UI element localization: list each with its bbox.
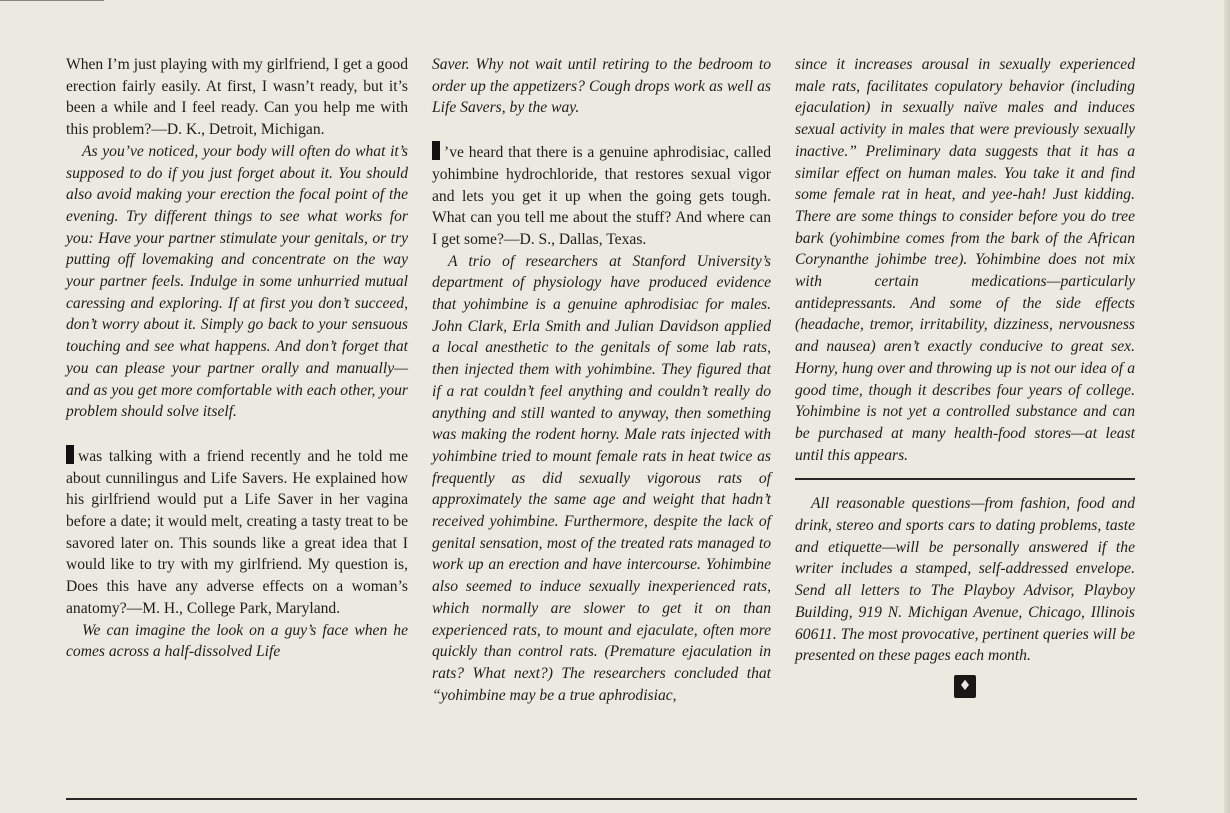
dropcap-block (66, 445, 74, 464)
question-paragraph (432, 141, 771, 251)
section-gap (66, 423, 408, 445)
answer-paragraph: We can imagine the look on a guy’s face when he comes across a half-dissolved Life (66, 621, 408, 661)
question-text: ’ve heard that there is a genuine aphrodisiac, called yohimbine hydrochloride, that restores sexual vigor and lets you get it up when the going gets tough. What can you tell me about the stuff? And where can I get some?—D. S., Dallas, Texas. (432, 144, 771, 248)
playboy-bunny-icon: ♦ (954, 675, 976, 698)
question-text: was talking with a friend recently and he told me about cunnilingus and Life Savers. He explained how his girlfriend would put a Life Saver in her vagina before a date; it would melt, creating a tasty treat to be savored later on. This sounds like a great idea that I would like to try with my girlfriend. My question is, Does this have any adverse effects on a woman’s anatomy?—M. H., College Park, Maryland. (66, 447, 408, 617)
question-paragraph: When I’m just playing with my girlfriend, I get a good erection fairly easily. At first, I wasn’t ready, but it’s been a while and I feel ready. Can you help me with this problem?—D. K., Detroit, Michigan. (66, 56, 408, 139)
advisor-closing-note: All reasonable questions—from fashion, food and drink, stereo and sports cars to dating problems, taste and etiquette—will be personally answered if the writer includes a stamped, self-addressed envelope. Send all letters to The Playboy Advisor, Playboy Building, 919 N. Michigan Avenue, Chicago, Illinois 60611. The most provocative, pertinent queries will be presented on these pages each month. (795, 495, 1135, 665)
column-2 (432, 54, 771, 706)
dropcap-block (432, 141, 440, 160)
column-1 (66, 54, 408, 663)
answer-continuation: since it increases arousal in sexually experienced male rats, facilitates copulatory behavior (including ejaculation) in sexually naïve males and induces sexual activity in males that were previously sexually inactive.” Preliminary data suggests that it has a similar effect on human males. You take it and find some female rat in heat, and yee-hah! Just kidding. There are some things to consider before you do tree bark (yohimbine comes from the bark of the African Corynanthe johimbe tree). Yohimbine does not mix with certain medications—particularly antidepressants. And some of the side effects (headache, tremor, irritability, dizziness, nervousness and nausea) aren’t exactly conducive to great sex. Horny, hung over and throwing up is not our idea of a good time, though it describes four years of college. Yohimbine is not yet a controlled substance and can be purchased at many health-food stores—at least until this appears. (795, 56, 1135, 464)
column-3 (795, 54, 1135, 698)
page-edge (1224, 0, 1230, 813)
top-rule (0, 0, 104, 1)
answer-continuation: Saver. Why not wait until retiring to the bedroom to order up the appetizers? Cough drops work as well as Life Savers, by the way. (432, 56, 771, 117)
section-gap (432, 119, 771, 141)
question-paragraph (66, 445, 408, 620)
answer-paragraph: A trio of researchers at Stanford University’s department of physiology have produced evidence that yohimbine is a genuine aphrodisiac for males. John Clark, Erla Smith and Julian Davidson applied a local anesthetic to the genitals of some lab rats, then injected them with yohimbine. They figured that if a rat couldn’t feel anything and couldn’t really do anything and still wanted to anyway, then something was making the rodent horny. Male rats injected with yohimbine tried to mount female rats in heat twice as frequently as did sexually vigorous rats of approximately the same age and weight that hadn’t received yohimbine. Furthermore, despite the lack of genital sensation, most of the treated rats managed to work up an erection and have intercourse. Yohimbine also seemed to induce sexually inexperienced rats, which normally are slower to get it on than experienced rats, to mount and ejaculate, often more quickly than control rats. (Premature ejaculation in rats? What next?) The researchers concluded that “yohimbine may be a true aphrodisiac, (432, 252, 771, 704)
section-divider (795, 478, 1135, 480)
answer-paragraph: As you’ve noticed, your body will often do what it’s supposed to do if you just forget about it. You should also avoid making your erection the focal point of the evening. Try different things to see what works for you: Have your partner stimulate your genitals, or try putting off lovemaking and concentrate on the way your partner feels. Indulge in some unhurried mutual caressing and exploring. If at first you don’t succeed, don’t worry about it. Simply go back to your sensuous touching and see what happens. And don’t forget that you can please your partner orally and manually—and as you get more comfortable with each other, your problem should solve itself. (66, 142, 408, 421)
bottom-rule (66, 798, 1137, 800)
